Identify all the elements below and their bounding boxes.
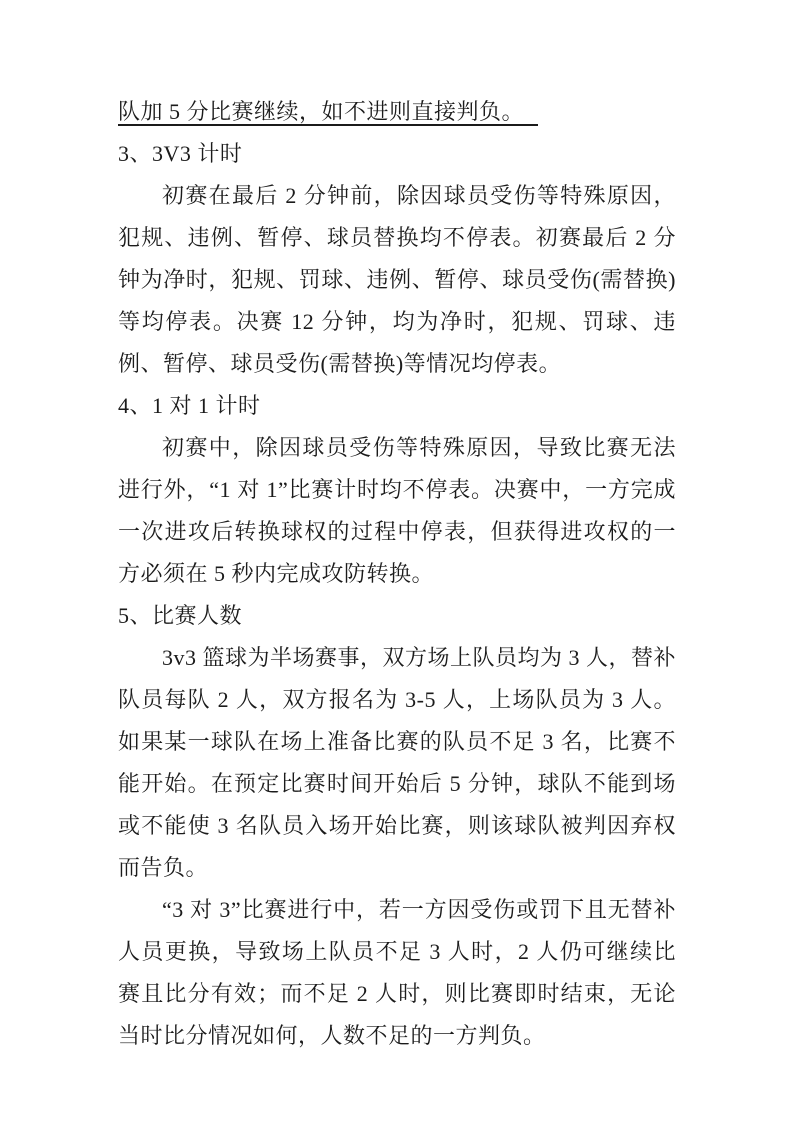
section-heading-1v1-timing: 4、1 对 1 计时	[118, 393, 261, 418]
paragraph-player-count-1: 3v3 篮球为半场赛事，双方场上队员均为 3 人，替补队员每队 2 人，双方报名为 3-5 人，上场队员为 3 人。如果某一球队在场上准备比赛的队员不足 3 名，比赛不能开始。在预定比赛时间开始后 5 分钟，球队不能到场或不能使 3 名队员入场开始比赛，则该球队被判因弃权而告负。	[118, 645, 677, 880]
paragraph-3v3-timing: 初赛在最后 2 分钟前，除因球员受伤等特殊原因，犯规、违例、暂停、球员替换均不停表。初赛最后 2 分钟为净时，犯规、罚球、违例、暂停、球员受伤(需替换)等均停表。决赛 12 分钟，均为净时，犯规、罚球、违例、暂停、球员受伤(需替换)等情况均停表。	[118, 183, 676, 376]
paragraph-player-count-2: “3 对 3”比赛进行中，若一方因受伤或罚下且无替补人员更换，导致场上队员不足 3 人时，2 人仍可继续比赛且比分有效；而不足 2 人时，则比赛即时结束，无论当时比分情况如何，人数不足的一方判负。	[118, 897, 676, 1048]
section-heading-player-count: 5、比赛人数	[118, 603, 243, 628]
section-heading-3v3-timing: 3、3V3 计时	[118, 141, 243, 166]
underlined-continuation-text: 队加 5 分比赛继续，如不进则直接判负。	[118, 99, 538, 126]
continuation-paragraph	[118, 91, 676, 133]
paragraph-1v1-timing: 初赛中，除因球员受伤等特殊原因，导致比赛无法进行外，“1 对 1”比赛计时均不停表。决赛中，一方完成一次进攻后转换球权的过程中停表，但获得进攻权的一方必须在 5 秒内完成攻防转换。	[118, 435, 676, 586]
